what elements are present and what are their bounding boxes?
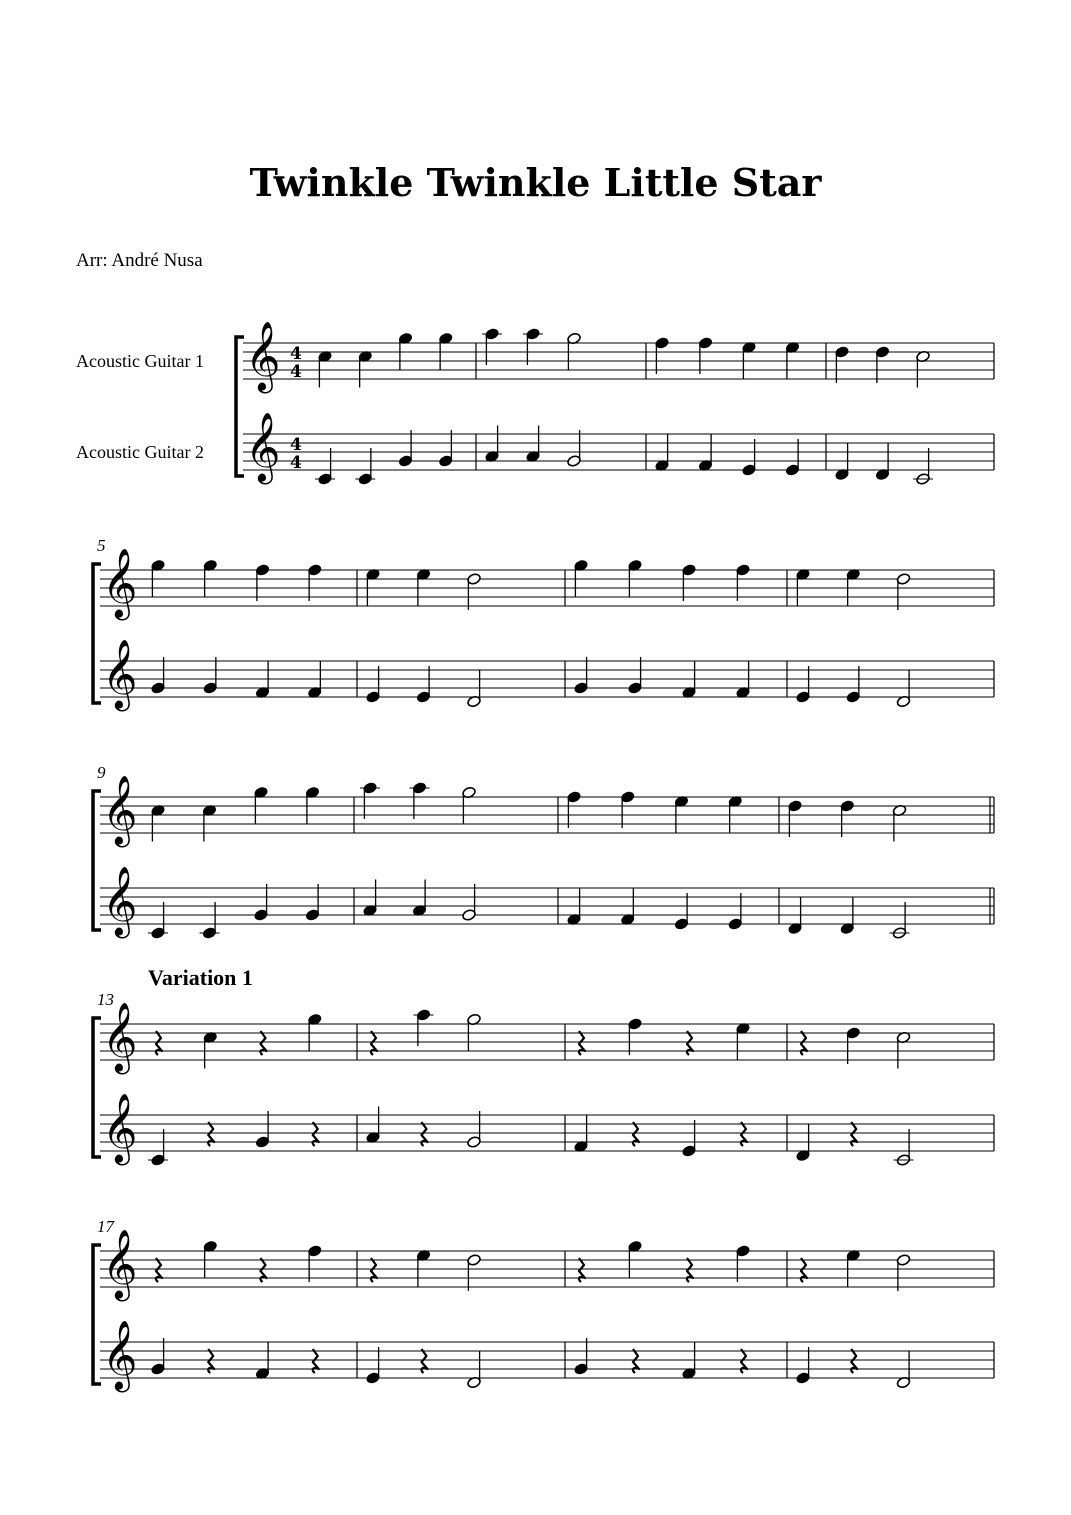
section-label: Variation 1: [148, 965, 253, 990]
treble-clef-icon: 𝄞: [245, 412, 281, 482]
score-title: Twinkle Twinkle Little Star: [249, 160, 822, 205]
treble-clef-icon: 𝄞: [102, 1093, 138, 1163]
time-signature-numerator: 4: [290, 344, 302, 364]
system-bracket: [236, 337, 244, 476]
measure-number: 17: [97, 1217, 114, 1236]
measure-number: 9: [97, 763, 106, 782]
instrument-label: Acoustic Guitar 2: [76, 442, 204, 462]
time-signature-denominator: 4: [290, 453, 302, 473]
system-bracket: [93, 564, 101, 703]
treble-clef-icon: 𝄞: [102, 866, 138, 936]
treble-clef-icon: 𝄞: [102, 639, 138, 709]
treble-clef-icon: 𝄞: [102, 1002, 138, 1072]
arranger-credit: Arr: André Nusa: [76, 250, 203, 271]
system-bracket: [93, 791, 101, 930]
measure-number: 5: [97, 536, 106, 555]
treble-clef-icon: 𝄞: [102, 1320, 138, 1390]
system-bracket: [93, 1245, 101, 1384]
treble-clef-icon: 𝄞: [102, 548, 138, 618]
time-signature-denominator: 4: [290, 362, 302, 382]
instrument-label: Acoustic Guitar 1: [76, 351, 204, 371]
measure-number: 13: [97, 990, 114, 1009]
system-bracket: [93, 1018, 101, 1157]
treble-clef-icon: 𝄞: [245, 321, 281, 391]
treble-clef-icon: 𝄞: [102, 775, 138, 845]
treble-clef-icon: 𝄞: [102, 1229, 138, 1299]
time-signature-numerator: 4: [290, 435, 302, 455]
